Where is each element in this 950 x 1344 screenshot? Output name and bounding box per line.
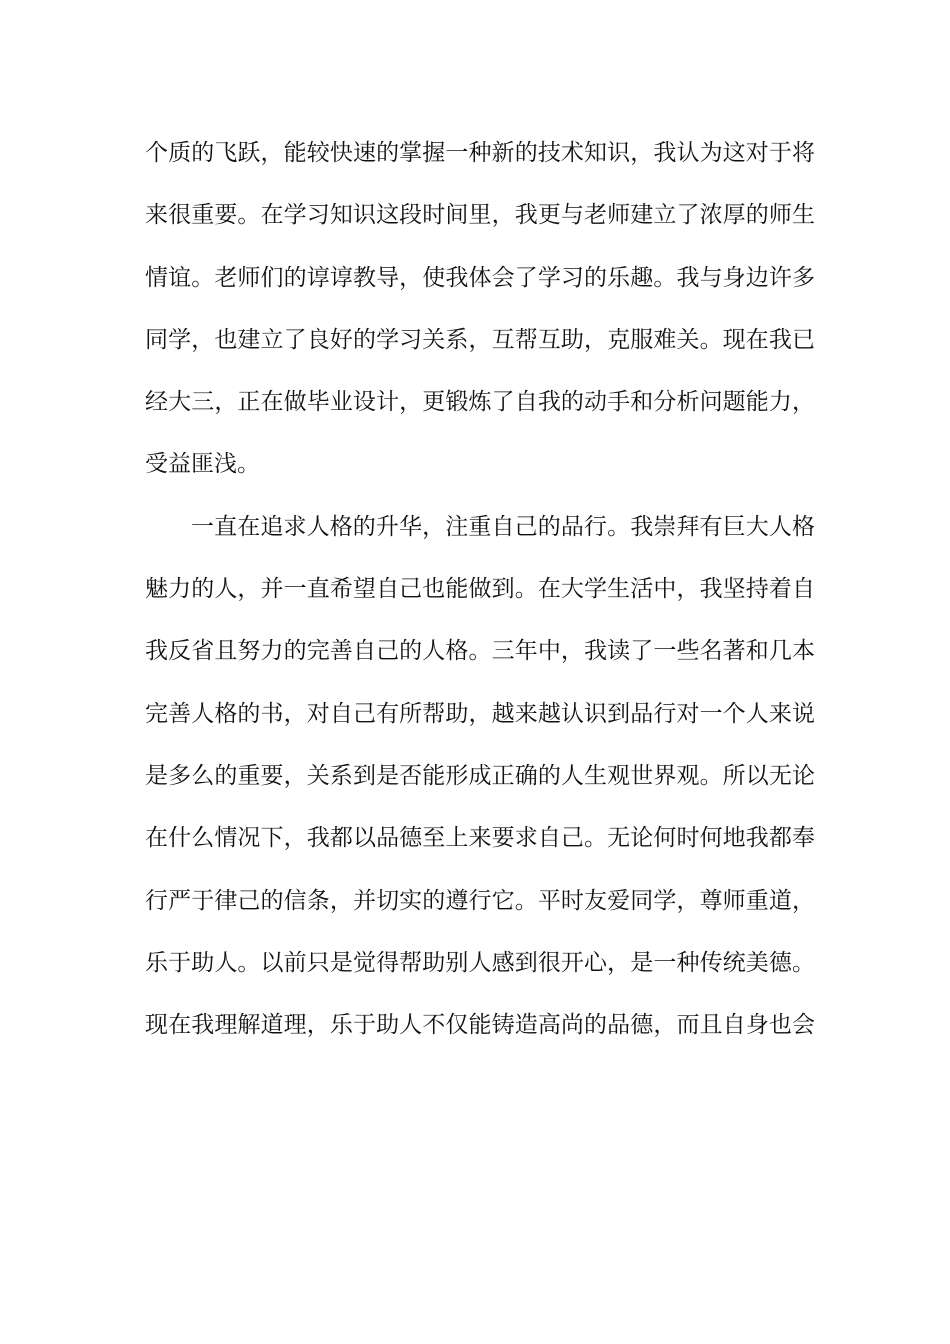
text-line: 同学，也建立了良好的学习关系，互帮互助，克服难关。现在我已	[145, 326, 815, 353]
text-line: 魅力的人，并一直希望自己也能做到。在大学生活中，我坚持着自	[145, 576, 815, 603]
text-line: 现在我理解道理，乐于助人不仅能铸造高尚的品德，而且自身也会	[145, 1012, 815, 1039]
text-line: 个质的飞跃，能较快速的掌握一种新的技术知识，我认为这对于将	[145, 140, 815, 166]
text-line: 情谊。老师们的谆谆教导，使我体会了学习的乐趣。我与身边许多	[145, 264, 815, 291]
text-line: 在什么情况下，我都以品德至上来要求自己。无论何时何地我都奉	[145, 825, 815, 852]
text-line: 我反省且努力的完善自己的人格。三年中，我读了一些名著和几本	[145, 638, 815, 665]
text-line: 行严于律己的信条，并切实的遵行它。平时友爱同学，尊师重道，	[145, 887, 815, 914]
text-line: 完善人格的书，对自己有所帮助，越来越认识到品行对一个人来说	[145, 700, 815, 727]
text-line: 来很重要。在学习知识这段时间里，我更与老师建立了浓厚的师生	[145, 202, 815, 229]
text-line: 是多么的重要，关系到是否能形成正确的人生观世界观。所以无论	[145, 762, 815, 789]
paragraph-start-line: 一直在追求人格的升华，注重自己的品行。我崇拜有巨大人格	[191, 513, 815, 540]
body-text	[145, 128, 815, 1062]
text-line: 乐于助人。以前只是觉得帮助别人感到很开心，是一种传统美德。	[145, 949, 815, 976]
text-line: 经大三，正在做毕业设计，更锻炼了自我的动手和分析问题能力，	[145, 389, 815, 416]
text-line: 受益匪浅。	[145, 451, 260, 478]
